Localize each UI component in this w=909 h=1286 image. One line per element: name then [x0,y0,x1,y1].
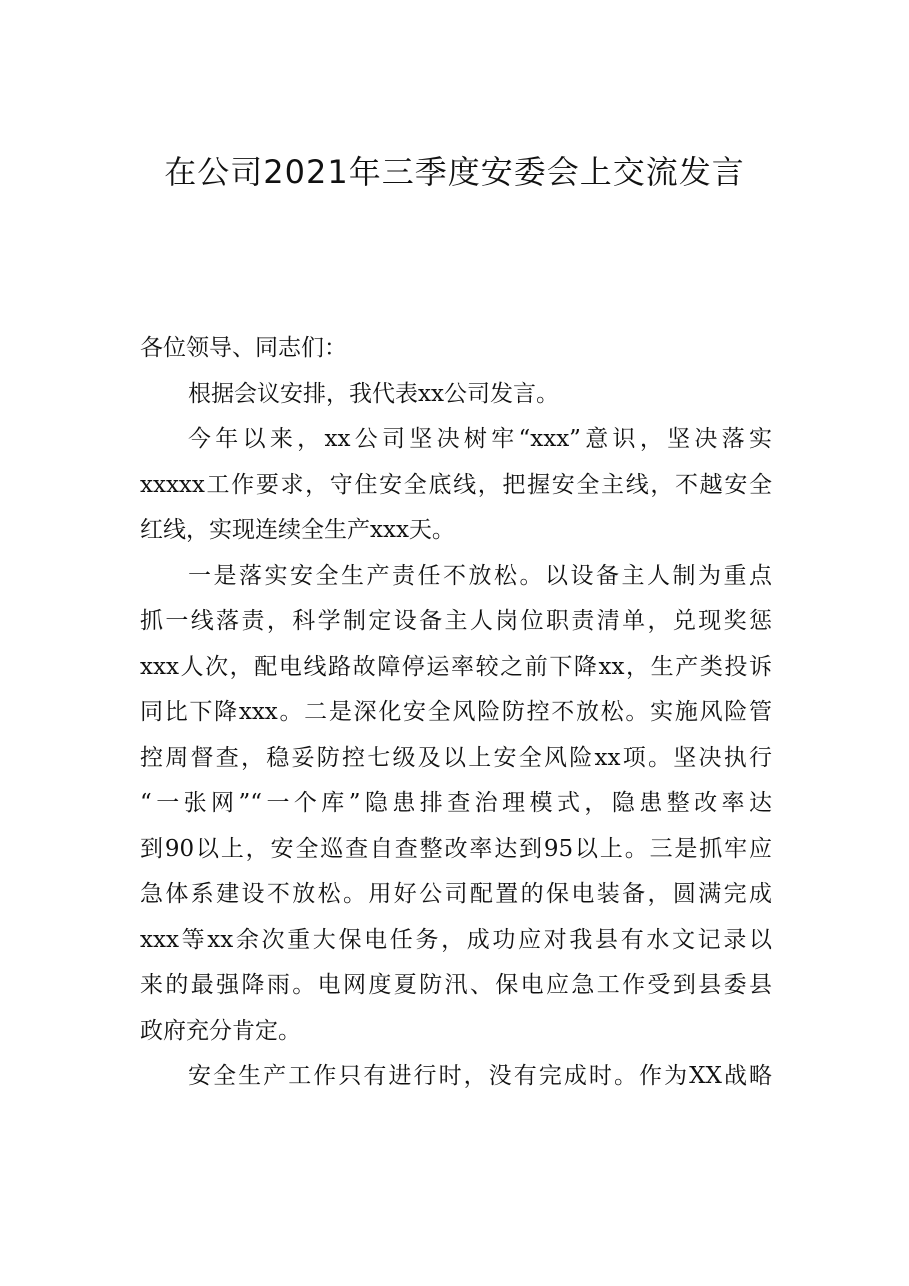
paragraph-line: 同比下降xxx。二是深化安全风险防控不放松。实施风险管 [140,699,772,725]
paragraph-line: 控周督查，稳妥防控七级及以上安全风险xx项。坚决执行 [140,744,772,771]
paragraph-line: 政府充分肯定。 [140,1017,301,1044]
paragraph-line: 安全生产工作只有进行时，没有完成时。作为XX战略 [188,1063,772,1089]
paragraph-line: 一是落实安全生产责任不放松。以设备主人制为重点 [188,562,772,589]
paragraph-line: xxx人次，配电线路故障停运率较之前下降xx，生产类投诉 [140,653,772,680]
paragraph-line: 根据会议安排，我代表xx公司发言。 [188,380,559,407]
paragraph-line: 来的最强降雨。电网度夏防汛、保电应急工作受到县委县 [140,972,772,998]
document-title: 在公司2021年三季度安委会上交流发言 [164,153,745,191]
paragraph-line: xxx等xx余次重大保电任务，成功应对我县有水文记录以 [140,926,772,953]
paragraph-line: 到90以上，安全巡查自查整改率达到95以上。三是抓牢应 [140,835,772,862]
paragraph-line: 今年以来，xx公司坚决树牢“xxx”意识，坚决落实 [188,426,772,452]
document-body [140,326,772,1100]
paragraph-line: xxxxx工作要求，守住安全底线，把握安全主线，不越安全 [140,471,772,498]
paragraph-line: “一张网”“一个库”隐患排查治理模式，隐患整改率达 [140,790,772,816]
paragraph-line: 红线，实现连续全生产xxx天。 [140,517,455,543]
paragraph-line: 急体系建设不放松。用好公司配置的保电装备，圆满完成 [140,881,772,907]
salutation-line: 各位领导、同志们： [140,335,347,361]
paragraph-line: 抓一线落责，科学制定设备主人岗位职责清单，兑现奖惩 [140,608,772,634]
